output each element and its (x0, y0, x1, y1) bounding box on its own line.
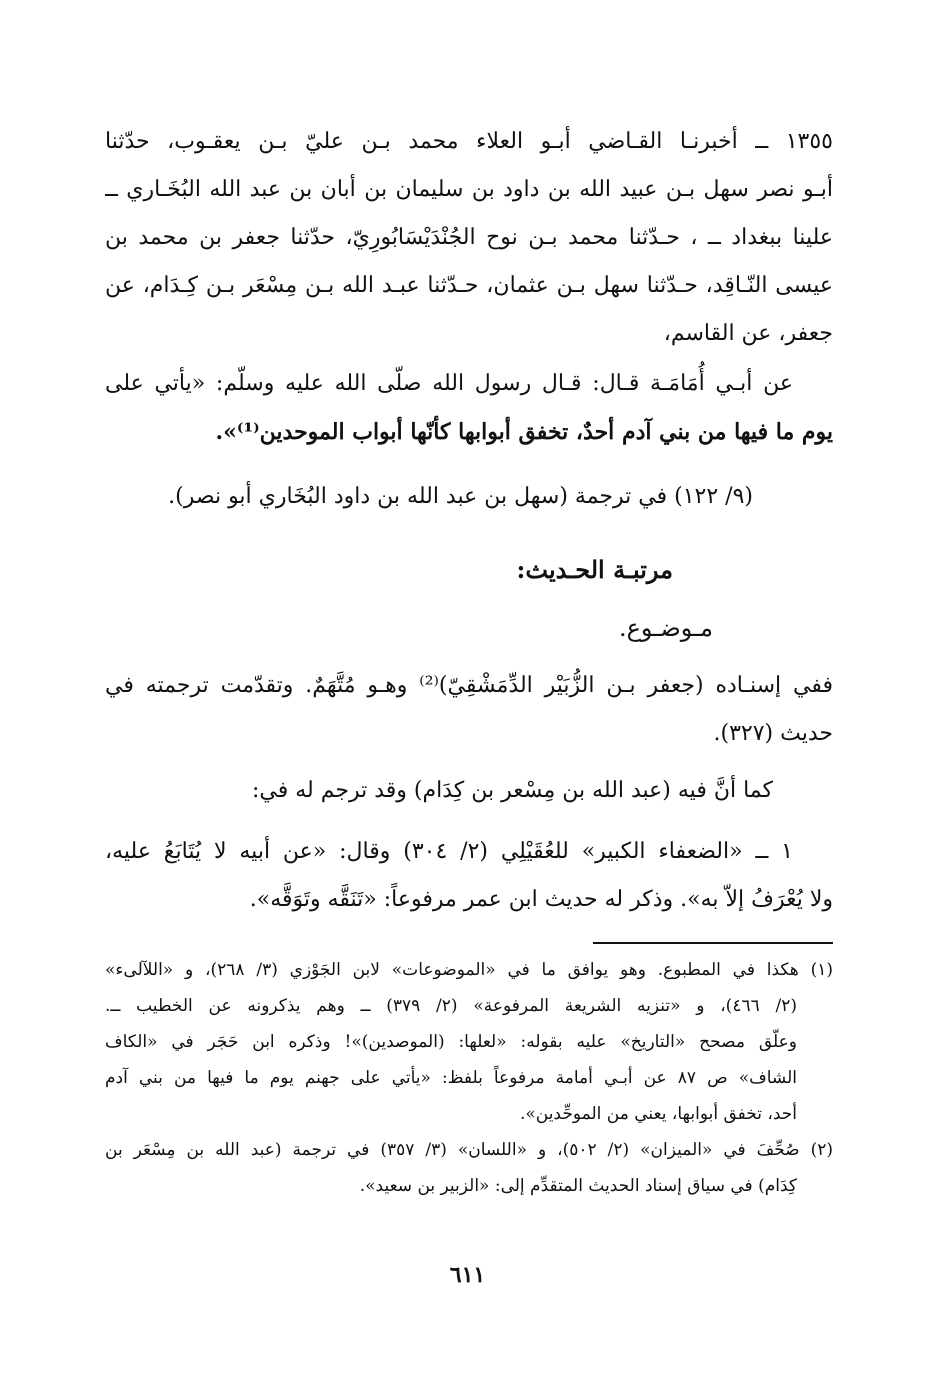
hadith-line: ١٣٥٥ ــ أخبرنـا القـاضي أبـو العلاء محمد بـن عليّ بـن يعقـوب، حدّثنا (105, 129, 833, 154)
bibliographic-reference (105, 473, 833, 521)
also-in-line: كما أنَّ فيه (عبد الله بن مِسْعر بن كِدَام) وقد ترجم له في: (251, 778, 773, 803)
hadith-line: عيسى النّـاقِد، حـدّثنا سهل بـن عثمان، حـدّثنا عبـد الله بـن مِسْعَر بـن كِـدَام، عن (105, 273, 833, 298)
reference-item-1 (105, 828, 833, 924)
hadith-line: جعفر، عن القاسم، (663, 321, 833, 346)
footnote-1-line: أحد، تخفق أبوابها، يعني من الموحِّدين». (519, 1104, 797, 1124)
hadith-line: علينا ببغداد ــ ، حـدّثنا محمد بـن نوح الجُنْدَيْسَابُورِيّ، حدّثنا جعفر بن محمد بن (105, 225, 833, 250)
footnote-1-line: (١) هكذا في المطبوع. وهو يوافق ما في «الموضوعات» لابن الجَوْزي (٣/ ٢٦٨)، و «اللآلىء» (105, 960, 833, 980)
rank-value-text: مـوضـوع. (618, 614, 713, 642)
footnotes (105, 952, 833, 1204)
page-number: ٦١١ (449, 1262, 486, 1288)
hadith-matn-paragraph (105, 360, 833, 456)
rank-heading-text: مرتبـة الحـديث: (516, 555, 673, 584)
also-in-paragraph (105, 767, 833, 815)
hadith-isnad-paragraph (105, 118, 833, 358)
matn-line: يوم ما فيها من بني آدم أحدٌ، تخفق أبوابها كأنّها أبواب الموحدين⁽¹⁾». (215, 419, 833, 445)
analysis-paragraph (105, 662, 833, 758)
footnote-divider (593, 942, 833, 944)
matn-line: عن أبـي أُمَامَـة قـال: قـال رسول الله صلّى الله عليه وسلّم: «يأتي على (105, 371, 793, 396)
hadith-line: أبـو نصر سهل بـن عبيد الله بن داود بن سليمان بن أبان بن عبد الله البُخَـاري ــ (105, 177, 833, 202)
reference-line: ١ ــ «الضعفاء الكبير» للعُقَيْلِي (٢/ ٣٠٤) وقال: «عن أبيه لا يُتَابَعُ عليه، (105, 839, 793, 864)
analysis-line: حديث (٣٢٧). (713, 721, 833, 746)
biblio-line: (٩/ ١٢٢) في ترجمة (سهل بن عبد الله بن داود البُخَاري أبو نصر). (168, 484, 753, 509)
reference-line: ولا يُعْرَفُ إلاّ به». وذكر له حديث ابن عمر مرفوعاً: «تَنَقَّه وتَوَقَّه». (249, 887, 833, 912)
footnote-1-line: الشاف» ص ٨٧ عن أبـي أمامة مرفوعاً بلفظ: «يأتي على جهنم يوم ما فيها من بني آدم (105, 1068, 797, 1088)
footnote-2-line: كِدَام) في سياق إسناد الحديث المتقدِّم إلى: «الزبير بن سعيد». (359, 1176, 797, 1196)
rank-heading (105, 546, 833, 594)
footnote-2-line: (٢) صُحِّفَ في «الميزان» (٢/ ٥٠٢)، و «اللسان» (٣/ ٣٥٧) في ترجمة (عبد الله بن مِسْعَر بن (105, 1140, 833, 1160)
footnote-1-line: (٢/ ٤٦٦)، و «تنزيه الشريعة المرفوعة» (٢/ ٣٧٩) ــ وهم يذكرونه عن الخطيب ــ. (105, 996, 797, 1016)
rank-value (105, 604, 833, 652)
footnote-1-line: وعلّق مصحح «التاريخ» عليه بقوله: «لعلها: (الموصدين)»! وذكره ابن حَجَر في «الكاف (105, 1032, 797, 1052)
analysis-line: ففي إسنـاده (جعفر بـن الزُّبَيْر الدِّمَشْقِيّ)⁽²⁾ وهـو مُتَّهَمٌ. وتقدّمت ترجمته في (105, 673, 833, 698)
